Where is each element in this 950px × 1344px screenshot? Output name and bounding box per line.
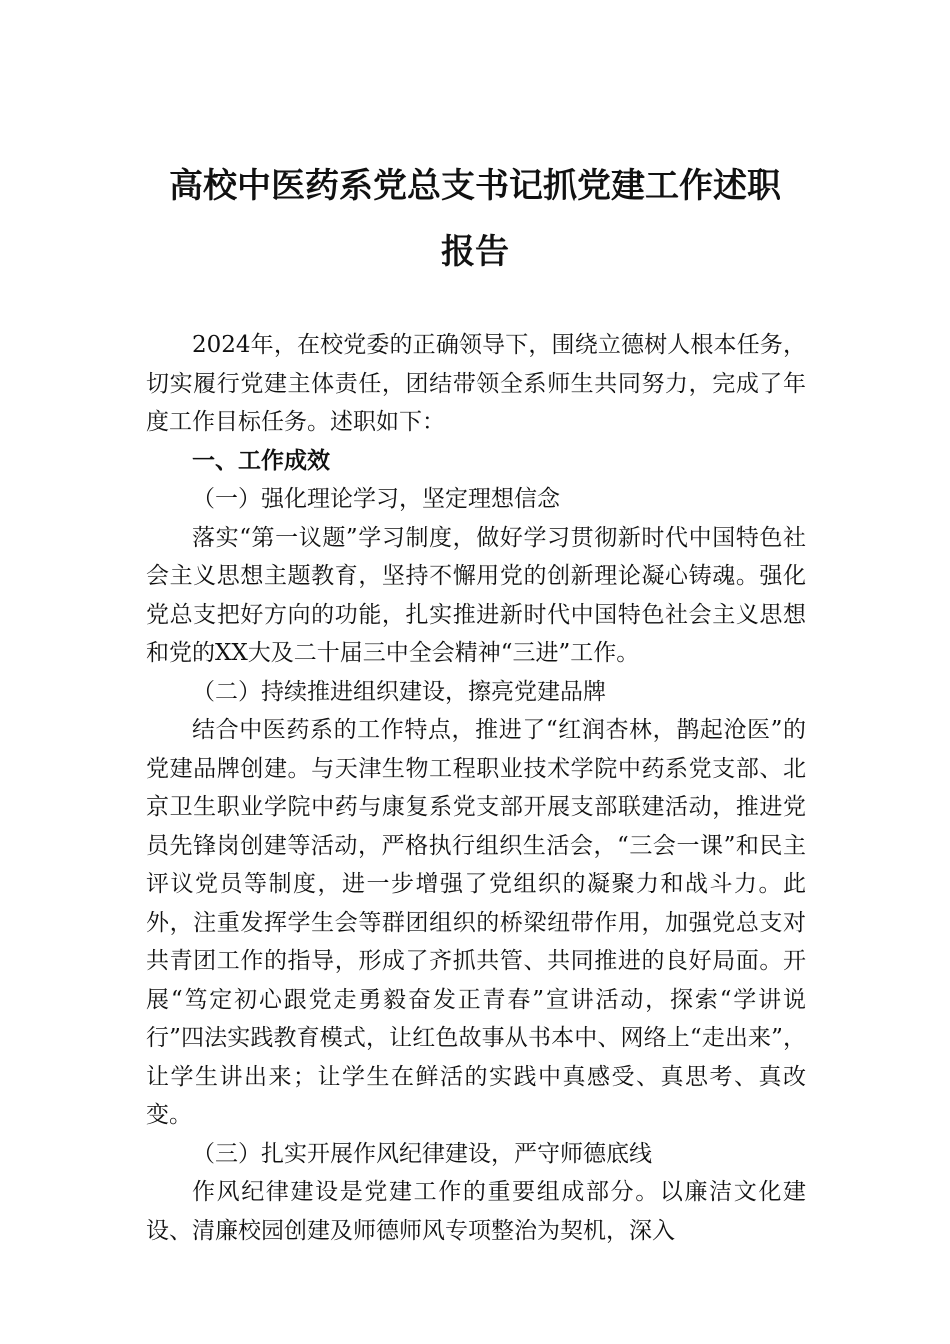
subheading-discipline-building: （三）扎实开展作风纪律建设，严守师德底线 bbox=[192, 1140, 652, 1167]
subheading-organization-building: （二）持续推进组织建设，擦亮党建品牌 bbox=[192, 678, 606, 705]
subheading-theory-study: （一）强化理论学习，坚定理想信念 bbox=[192, 486, 560, 512]
intro-paragraph: 2024年，在校党委的正确领导下，围绕立德树人根本任务，切实履行党建主体责任，团结带领全系师生共同努力，完成了年度工作目标任务。述职如下： bbox=[146, 332, 806, 435]
paragraph-theory-study: 落实“第一议题”学习制度，做好学习贯彻新时代中国特色社会主义思想主题教育，坚持不懈用党的创新理论凝心铸魂。强化党总支把好方向的功能，扎实推进新时代中国特色社会主义思想和党的XX大及二十届三中全会精神“三进”工作。 bbox=[146, 524, 806, 666]
document-body bbox=[146, 326, 806, 1250]
paragraph-organization-building: 结合中医药系的工作特点，推进了“红润杏林，鹊起沧医”的党建品牌创建。与天津生物工程职业技术学院中药系党支部、北京卫生职业学院中药与康复系党支部开展支部联建活动，推进党员先锋岗创建等活动，严格执行组织生活会，“三会一课”和民主评议党员等制度，进一步增强了党组织的凝聚力和战斗力。此外，注重发挥学生会等群团组织的桥梁纽带作用，加强党总支对共青团工作的指导，形成了齐抓共管、共同推进的良好局面。开展“笃定初心跟党走勇毅奋发正青春”宣讲活动，探索“学讲说行”四法实践教育模式，让红色故事从书本中、网络上“走出来”，让学生讲出来；让学生在鲜活的实践中真感受、真思考、真改变。 bbox=[146, 717, 806, 1128]
section-heading-results: 一、工作成效 bbox=[192, 446, 330, 474]
paragraph-discipline-building: 作风纪律建设是党建工作的重要组成部分。以廉洁文化建设、清廉校园创建及师德师风专项整治为契机，深入 bbox=[146, 1179, 806, 1244]
document-title-line-2: 报告 bbox=[441, 232, 509, 272]
document-title-line-1: 高校中医药系党总支书记抓党建工作述职 bbox=[169, 166, 781, 206]
